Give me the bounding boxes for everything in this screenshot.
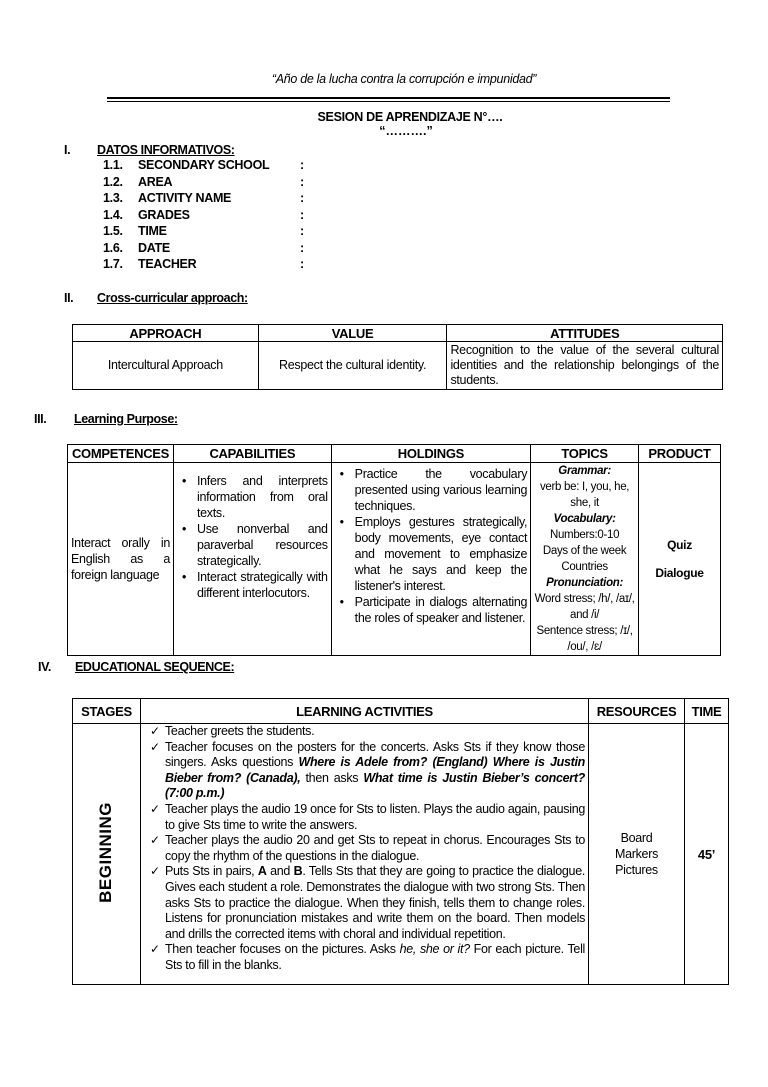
- holdings-cell: [331, 463, 530, 656]
- value-cell: Respect the cultural identity.: [258, 342, 447, 390]
- section-1-heading: [0, 143, 768, 159]
- col-competences: COMPETENCES: [68, 445, 174, 463]
- vocabulary-heading: Vocabulary:: [553, 513, 616, 525]
- approach-table: [72, 324, 723, 390]
- product-dialogue: Dialogue: [655, 566, 704, 580]
- col-time: TIME: [685, 699, 729, 724]
- activity-item: ✓ Teacher plays the audio 19 once for Sts to listen. Plays the audio again, pausing to give Sts time to write the answers.: [165, 802, 585, 833]
- section-number: IV.: [38, 660, 51, 674]
- col-attitudes: ATTITUDES: [447, 325, 723, 342]
- section-2-heading: [0, 291, 768, 307]
- competence-cell: Interact orally in English as a foreign language: [68, 463, 174, 656]
- stage-cell: [73, 724, 141, 985]
- vocabulary-countries: Countries: [561, 561, 608, 573]
- section-title: Learning Purpose:: [74, 412, 178, 426]
- col-resources: RESOURCES: [589, 699, 685, 724]
- section-3-heading: [0, 412, 768, 428]
- capability-item: • Infers and interprets information from oral texts.: [197, 473, 328, 521]
- holding-item: • Practice the vocabulary presented using various learning techniques.: [355, 466, 527, 514]
- activity-item: ✓ Puts Sts in pairs, A and B. Tells Sts that they are going to practice the dialogue. Gives each student a role. Demonstrates the dialogue with two strong Sts. Then asks Sts to practice the dialogue. When they finish, tells them to change roles. Listens for pronunciation mistakes and write them on the board. Then models and drills the corrected items with choral and individual repetition.: [165, 864, 585, 942]
- capabilities-cell: [173, 463, 331, 656]
- lesson-plan-page: “Año de la lucha contra la corrupción e impunidad” SESION DE APRENDIZAJE N°…. “……….” I. DATOS INFORMATIVOS: 1.1. SECONDARY SCHOOL : 1.2. AREA : 1.3. ACTIVITY NAME : 1.4. GRADES : 1.5. TIME : 1.6. DATE : 1.7. TEACHER : II. Cross-curricular approach: APPROACH VALUE ATTITUDES Intercultural Approach Respect the cultural identity. Recognition to the value of the several cultural identities and the relationship belongings of the students. III. Learning Purpose: COMPETENCES CAPABILITIES HOLDINGS TOPICS PRODUCT Interact orally in English as a foreign language • Infers and interprets information from oral texts. • Use nonverbal and paraverbal resources strategically. • Interact strategically with different interlocutors. • Practice the vocabulary presented using various learning techniques. • Employs gestures strategically, body movements, eye contact and movement to emphasize what he says and keep the listener's interest. • Participate in dialogs alternating the roles of speaker and listener. Grammar: verb be: I, you, he, she, it Vocabulary: Numbers:0-10 Days of the week Countries Pronunciation: Word stress; /h/, /aɪ/, and /i/ Sentence stress; /ɪ/, /ou/, /ɛ/ Quiz Dialogue IV. EDUCATIONAL SEQUENCE: STAGES LEARNING ACTIVITIES RESOURCES TIME BEGINNING ✓ Teacher greets the students. ✓ Teacher focuses on the posters for the concerts. Asks Sts if they know those singers. Asks questions Where is Adele from? (England) Where is Justin Bieber from? (Canada), then asks What time is Justin Bieber’s concert? (7:00 p.m.) ✓ Teacher plays the audio 19 once for Sts to listen. Plays the audio again, pausing to give Sts time to write the answers. ✓ Teacher plays the audio 20 and get Sts to repeat in chorus. Encourages Sts to copy the rhythm of the questions in the dialogue. ✓ Puts Sts in pairs, A and B. Tells Sts that they are going to practice the dialogue. Gives each student a role. Demonstrates the dialogue with two strong Sts. Then asks Sts to practice the dialogue. When they finish, tells them to change roles. Listens for pronunciation mistakes and write them on the board. Then models and drills the corrected items with choral and individual repetition. ✓ Then teacher focuses on the pictures. Asks he, she or it? For each picture. Tell Sts to fill in the blanks. Board Markers Pictures 45’: [0, 0, 768, 1087]
- col-value: VALUE: [258, 325, 447, 342]
- product-cell: [639, 463, 721, 656]
- col-stages: STAGES: [73, 699, 141, 724]
- vocabulary-numbers: Numbers:0-10: [549, 529, 620, 541]
- topics-cell: [531, 463, 639, 656]
- product-quiz: Quiz: [667, 538, 692, 552]
- section-number: I.: [64, 143, 71, 157]
- activity-item: ✓ Teacher focuses on the posters for the concerts. Asks Sts if they know those singers. Asks questions Where is Adele from? (England) Where is Justin Bieber from? (Canada), then asks What time is Justin Bieber’s concert? (7:00 p.m.): [165, 740, 585, 802]
- grammar-heading: Grammar:: [558, 465, 611, 477]
- vocabulary-days: Days of the week: [542, 545, 627, 557]
- attitudes-cell: Recognition to the value of the several cultural identities and the relationship belongings of the students.: [447, 342, 723, 390]
- activity-item: ✓ Then teacher focuses on the pictures. Asks he, she or it? For each picture. Tell Sts to fill in the blanks.: [165, 942, 585, 973]
- col-learning-activities: LEARNING ACTIVITIES: [140, 699, 588, 724]
- session-subtitle: “……….”: [379, 124, 433, 138]
- grammar-text: verb be: I, you, he, she, it: [539, 481, 630, 509]
- pronunciation-heading: Pronunciation:: [546, 577, 624, 589]
- col-product: PRODUCT: [639, 445, 721, 463]
- motto: “Año de la lucha contra la corrupción e impunidad”: [271, 72, 537, 86]
- section-title: Cross-curricular approach:: [97, 291, 248, 305]
- resources-cell: [589, 724, 685, 985]
- col-topics: TOPICS: [531, 445, 639, 463]
- resource-board: Board: [620, 831, 653, 845]
- stage-label: BEGINNING: [96, 802, 116, 903]
- col-approach: APPROACH: [73, 325, 259, 342]
- header-rule-thick: [107, 97, 670, 99]
- time-cell: 45’: [685, 724, 729, 985]
- section-number: III.: [34, 412, 47, 426]
- capability-item: • Interact strategically with different interlocutors.: [197, 569, 328, 601]
- approach-cell: Intercultural Approach: [73, 342, 259, 390]
- capability-item: • Use nonverbal and paraverbal resources strategically.: [197, 521, 328, 569]
- activity-item: ✓ Teacher plays the audio 20 and get Sts to repeat in chorus. Encourages Sts to copy the rhythm of the questions in the dialogue.: [165, 833, 585, 864]
- pronunciation-sentence-stress: Sentence stress; /ɪ/, /ou/, /ɛ/: [536, 625, 633, 653]
- holding-item: • Participate in dialogs alternating the roles of speaker and listener.: [355, 594, 527, 626]
- header-rule-thin: [107, 101, 670, 102]
- educational-sequence-table: [72, 698, 729, 985]
- col-holdings: HOLDINGS: [331, 445, 530, 463]
- activities-cell: [140, 724, 588, 985]
- section-title: EDUCATIONAL SEQUENCE:: [75, 660, 235, 674]
- col-capabilities: CAPABILITIES: [173, 445, 331, 463]
- activity-item: ✓ Teacher greets the students.: [165, 724, 585, 740]
- section-title: DATOS INFORMATIVOS:: [97, 143, 235, 157]
- holding-item: • Employs gestures strategically, body movements, eye contact and movement to emphasize what he says and keep the listener's interest.: [355, 514, 527, 594]
- resource-pictures: Pictures: [615, 863, 658, 877]
- resource-markers: Markers: [614, 847, 659, 861]
- section-number: II.: [64, 291, 74, 305]
- learning-purpose-table: [67, 444, 721, 656]
- pronunciation-word-stress: Word stress; /h/, /aɪ/, and /i/: [534, 593, 635, 621]
- section-4-heading: [0, 660, 768, 676]
- session-title: SESION DE APRENDIZAJE N°….: [317, 110, 503, 124]
